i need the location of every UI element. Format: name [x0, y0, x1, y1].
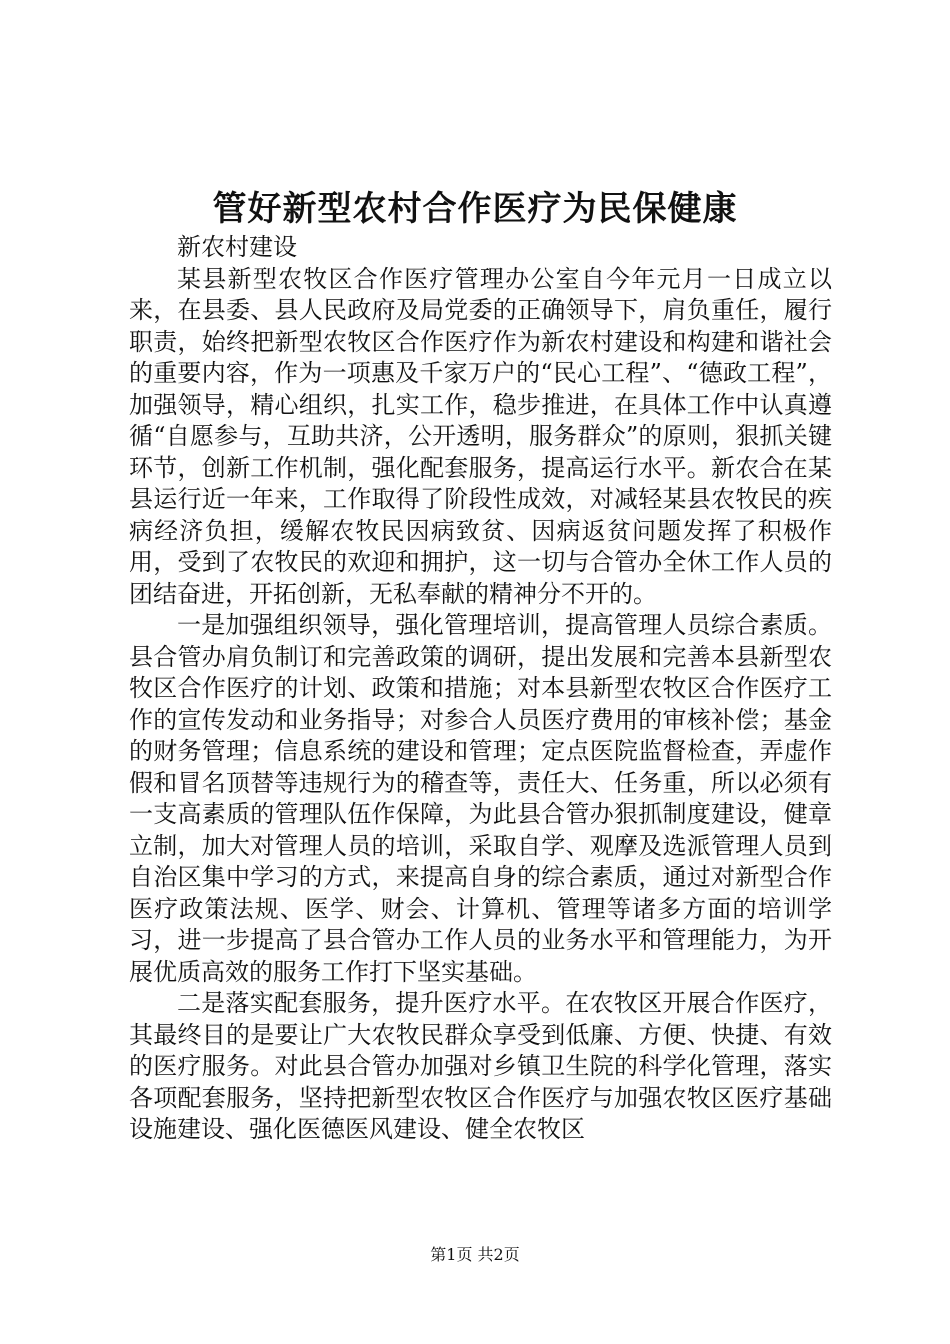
- paragraph: 一是加强组织领导，强化管理培训，提高管理人员综合素质。县合管办肩负制订和完善政策的调研，提出发展和完善本县新型农牧区合作医疗的计划、政策和措施；对本县新型农牧区合作医疗工作的宣传发动和业务指导；对参合人员医疗费用的审核补偿；基金的财务管理；信息系统的建设和管理；定点医院监督检查，弄虚作假和冒名顶替等违规行为的稽查等，责任大、任务重，所以必须有一支高素质的管理队伍作保障，为此县合管办狠抓制度建设，健章立制，加大对管理人员的培训，采取自学、观摩及选派管理人员到自治区集中学习的方式，来提高自身的综合素质，通过对新型合作医疗政策法规、医学、财会、计算机、管理等诸多方面的培训学习，进一步提高了县合管办工作人员的业务水平和管理能力，为开展优质高效的服务工作打下坚实基础。: [129, 611, 832, 986]
- page-footer: 第1页 共2页: [430, 1245, 520, 1264]
- paragraph-subtitle: 新农村建设: [177, 233, 297, 261]
- paragraph: 某县新型农牧区合作医疗管理办公室自今年元月一日成立以来，在县委、县人民政府及局党委的正确领导下，肩负重任，履行职责，始终把新型农牧区合作医疗作为新农村建设和构建和谐社会的重要内容，作为一项惠及千家万户的“民心工程”、“德政工程”，加强领导，精心组织，扎实工作，稳步推进，在具体工作中认真遵循“自愿参与，互助共济，公开透明，服务群众”的原则，狠抓关键环节，创新工作机制，强化配套服务，提高运行水平。新农合在某县运行近一年来，工作取得了阶段性成效，对减轻某县农牧民的疾病经济负担，缓解农牧民因病致贫、因病返贫问题发挥了积极作用，受到了农牧民的欢迎和拥护，这一切与合管办全休工作人员的团结奋进，开拓创新，无私奉献的精神分不开的。: [129, 264, 832, 608]
- page-title: 管好新型农村合作医疗为民保健康: [212, 189, 738, 229]
- paragraph: 二是落实配套服务，提升医疗水平。在农牧区开展合作医疗，其最终目的是要让广大农牧民群众享受到低廉、方便、快捷、有效的医疗服务。对此县合管办加强对乡镇卫生院的科学化管理，落实各项配套服务，坚持把新型农牧区合作医疗与加强农牧区医疗基础设施建设、强化医德医风建设、健全农牧区: [129, 989, 832, 1143]
- document-body: [129, 232, 832, 1146]
